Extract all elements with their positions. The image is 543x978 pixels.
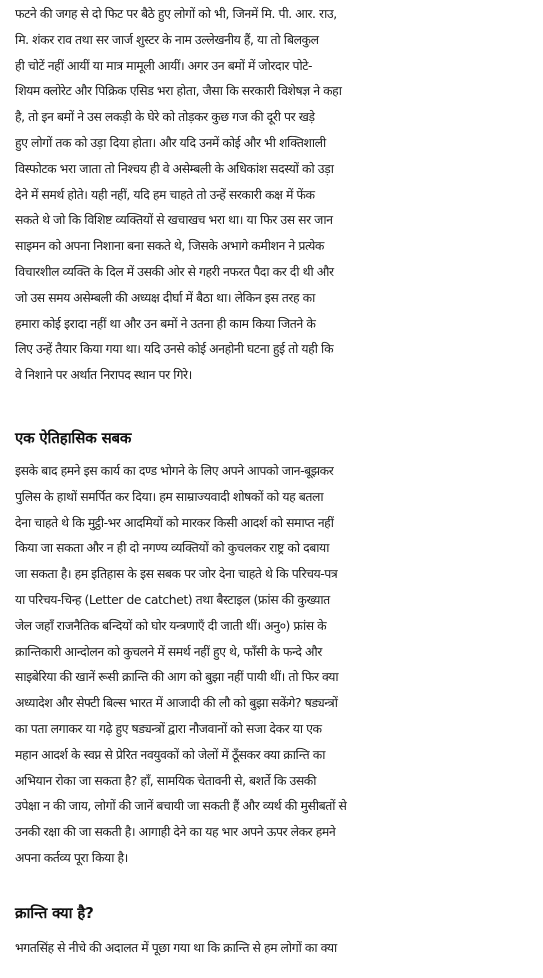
- text-line: साइमन को अपना निशाना बना सकते थे, जिसके अभागे कमीशन ने प्रत्येक: [15, 238, 324, 254]
- text-line: इसके बाद हमने इस कार्य का दण्ड भोगने के लिए अपने आपको जान-बूझकर: [15, 463, 334, 478]
- text-line: है, तो इन बमों ने उस लकड़ी के घेरे को तोड़कर कुछ गज की दूरी पर खड़े: [15, 109, 315, 125]
- text-line: जो उस समय असेम्बली की अध्यक्ष दीर्घा में बैठा था। लेकिन इस तरह का: [15, 289, 315, 305]
- text-line: भगतसिंह से नीचे की अदालत में पूछा गया था कि क्रान्ति से हम लोगों का क्या: [15, 940, 337, 955]
- text-line: किया जा सकता और न ही दो नगण्य व्यक्तियों को कुचलकर राष्ट्र को दबाया: [15, 540, 329, 556]
- text-line: लिए उन्हें तैयार किया गया था। यदि उनसे कोई अनहोनी घटना हुई तो यही कि: [15, 341, 334, 357]
- text-line: उनकी रक्षा की जा सकती है। आगाही देने का यह भार अपने ऊपर लेकर हमने: [15, 824, 336, 840]
- text-line: साइबेरिया की खानें रूसी क्रान्ति की आग को बुझा नहीं पायी थीं। तो फिर क्या: [15, 669, 339, 685]
- text-line: वे निशाने पर अर्थात निरापद स्थान पर गिरे।: [15, 367, 192, 383]
- paragraph-what-is-revolution: [15, 935, 535, 961]
- text-line: देना चाहते थे कि मुट्ठी-भर आदमियों को मारकर किसी आदर्श को समाप्त नहीं: [15, 514, 334, 530]
- text-line: मि. शंकर राव तथा सर जार्ज शुस्टर के नाम उल्लेखनीय हैं, या तो बिलकुल: [15, 31, 319, 47]
- text-line: जेल जहाँ राजनैतिक बन्दियों को घोर यन्त्रणाएँ दी जाती थीं। अनु०) फ्रांस के: [15, 617, 327, 633]
- paragraph-historical-lesson: [15, 458, 535, 871]
- text-line: विचारशील व्यक्ति के दिल में उसकी ओर से गहरी नफरत पैदा कर दी थी और: [15, 263, 334, 279]
- text-line: अध्यादेश और सेफ्टी बिल्स भारत में आजादी की लौ को बुझा सकेंगे? षड्यन्त्रों: [15, 695, 338, 711]
- text-line: हुए लोगों तक को उड़ा दिया होता। और यदि उनमें कोई और भी शक्तिशाली: [15, 134, 326, 150]
- text-line: अपना कर्तव्य पूरा किया है।: [15, 849, 128, 865]
- text-line: ही चोटें नहीं आयीं या मात्र मामूली आयीं। अगर उन बमों में जोरदार पोटे-: [15, 57, 313, 73]
- text-line: हमारा कोई इरादा नहीं था और उन बमों ने उतना ही काम किया जितने के: [15, 315, 316, 331]
- section-heading-historical-lesson: एक ऐतिहासिक सबक: [15, 429, 132, 447]
- text-line: सकते थे जो कि विशिष्ट व्यक्तियों से खचाखच भरा था। या फिर उस सर जान: [15, 212, 333, 228]
- text-line: महान आदर्श के स्वप्न से प्रेरित नवयुवकों को जेलों में ठूँसकर क्या क्रान्ति का: [15, 746, 325, 762]
- text-line: विस्फोटक भरा जाता तो निश्चय ही वे असेम्बली के अधिकांश सदस्यों को उड़ा: [15, 160, 334, 176]
- text-line: जा सकता है। हम इतिहास के इस सबक पर जोर देना चाहते थे कि परिचय-पत्र: [15, 566, 338, 582]
- text-line: या परिचय-चिन्ह (Letter de catchet) तथा बैस्टाइल (फ्रांस की कुख्यात: [15, 591, 330, 607]
- text-line: देने में समर्थ होते। यही नहीं, यदि हम चाहते तो उन्हें सरकारी कक्ष में फेंक: [15, 186, 315, 202]
- text-line: फटने की जगह से दो फिट पर बैठे हुए लोगों को भी, जिनमें मि. पी. आर. राउ,: [15, 6, 337, 21]
- text-line: का पता लगाकर या गढ़े हुए षड्यन्त्रों द्वारा नौजवानों को सजा देकर या एक: [15, 720, 322, 736]
- text-line: पुलिस के हाथों समर्पित कर दिया। हम साम्राज्यवादी शोषकों को यह बतला: [15, 488, 324, 504]
- text-line: शियम क्लोरेट और पिक्रिक एसिड भरा होता, जैसा कि सरकारी विशेषज्ञ ने कहा: [15, 83, 342, 99]
- section-heading-what-is-revolution: क्रान्ति क्या है?: [15, 904, 94, 922]
- text-line: उपेक्षा न की जाय, लोगों की जानें बचायी जा सकती हैं और व्यर्थ की मुसीबतों से: [15, 798, 347, 814]
- text-line: अभियान रोका जा सकता है? हाँ, सामयिक चेतावनी से, बशर्ते कि उसकी: [15, 772, 317, 788]
- text-line: क्रान्तिकारी आन्दोलन को कुचलने में समर्थ नहीं हुए थे, फाँसी के फन्दे और: [15, 643, 322, 659]
- paragraph-bomb-account: [15, 1, 535, 388]
